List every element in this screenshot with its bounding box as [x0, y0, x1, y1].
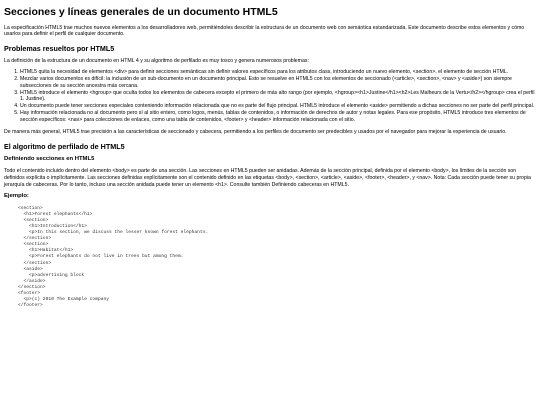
subsection-heading-defining-sections: Definiendo secciones en HTML5: [4, 156, 95, 163]
list-item: 5. Hay información relacionada no al documento pero sí al sitio entero, como logos, menús, tablas de contenidos, o información de derechos de autor y notas legales. Para ese propósito, HTML5 introduce tres elementos de sección específicos: <nav> para colecciones de enlaces, como una tabla de contenidos, <footer> y <header> información relacionada con el sitio.: [20, 110, 536, 124]
list-item: 1. HTML5 quita la necesidad de elementos <div> para definir secciones semánticas sin definir valores específicos para los atributos class, introduciendo un nuevo elemento, <section>, el elemento de sección HTML.: [20, 69, 536, 76]
section-heading-problems: Problemas resueltos por HTML5: [4, 44, 115, 54]
list-item: 3. HTML5 introduce el elemento <hgroup> que oculta todos los elementos de cabecera excepto el primero de más alto rango (por ejemplo, <hgroup><h1>Justine</h1><h2>Les Malheurs de la Vertu</h2></hgroup> crea el perfil 1. Justine).: [20, 90, 536, 104]
list-item: 4. Un documento puede tener secciones especiales conteniendo información relacionada que no es parte del flujo principal. HTML5 introduce el elemento <aside> permitiendo a dichas secciones no ser parte del perfil principal.: [20, 103, 536, 110]
example-heading: Ejemplo:: [4, 193, 29, 200]
code-example: <section> <h1>Forest elephants</h1> <section> <h1>Introduction</h1> <p>In this section, we discuss the lesser known forest elephants. </section> <section> <h1>Habitat</h1> <p>Forest elephants do not live in trees but among them. </section> <aside> <p>advertising block </aside> </section> <footer> <p>(c) 2010 The Example company </footer>: [18, 205, 209, 308]
list-item: 2. Mezclar varios documentos es difícil: la inclusión de un sub-documento en un documento principal. Esto se resuelve en HTML5 con los elementos de seccionado (<article>, <section>, <nav> y <aside>) son siempre subsecciones de su sección ancestra más cercana.: [20, 76, 536, 90]
intro-paragraph: La especificación HTML5 trae muchos nuevos elementos a los desarrolladores web, permitiéndoles describir la estructura de un documento web con semántica estandarizada. Este documento describe estos elementos y cómo usarlos para definir el perfil de cualquier documento.: [4, 24, 525, 38]
problems-lead-paragraph: La definición de la estructura de un documento en HTML 4 y su algoritmo de perfilado es muy tosco y genera numerosos problemas:: [4, 57, 309, 64]
page-title: Secciones y líneas generales de un documento HTML5: [4, 6, 278, 18]
section-heading-algorithm: El algoritmo de perfilado de HTML5: [4, 142, 125, 151]
defining-sections-paragraph: Todo el contenido incluido dentro del elemento <body> es parte de una sección. Las secciones en HTML5 pueden ser anidadas. Además de la sección principal, definida por el elemento <body>, los límites de la sección son definidos explícita o implícitamente. Las secciones definidas explícitamente son el contenido definido en las etiquetas <body>, <section>, <article>, <aside>, <footer>, <header>, y <nav>. Nota: Cada sección puede tener su propia jerarquía de cabeceras. Por lo tanto, incluso una sección anidada puede tener un elemento <h1>. Consulte también Definiendo cabeceras en HTML5.: [4, 168, 531, 188]
problems-closing-paragraph: De manera más general, HTML5 trae precisión a las características de seccionado y cabecera, permitiendo a los perfiles de documento ser predecibles y usados por el navegador para mejorar la experiencia de usuario.: [4, 129, 507, 136]
problems-list: [4, 69, 536, 123]
